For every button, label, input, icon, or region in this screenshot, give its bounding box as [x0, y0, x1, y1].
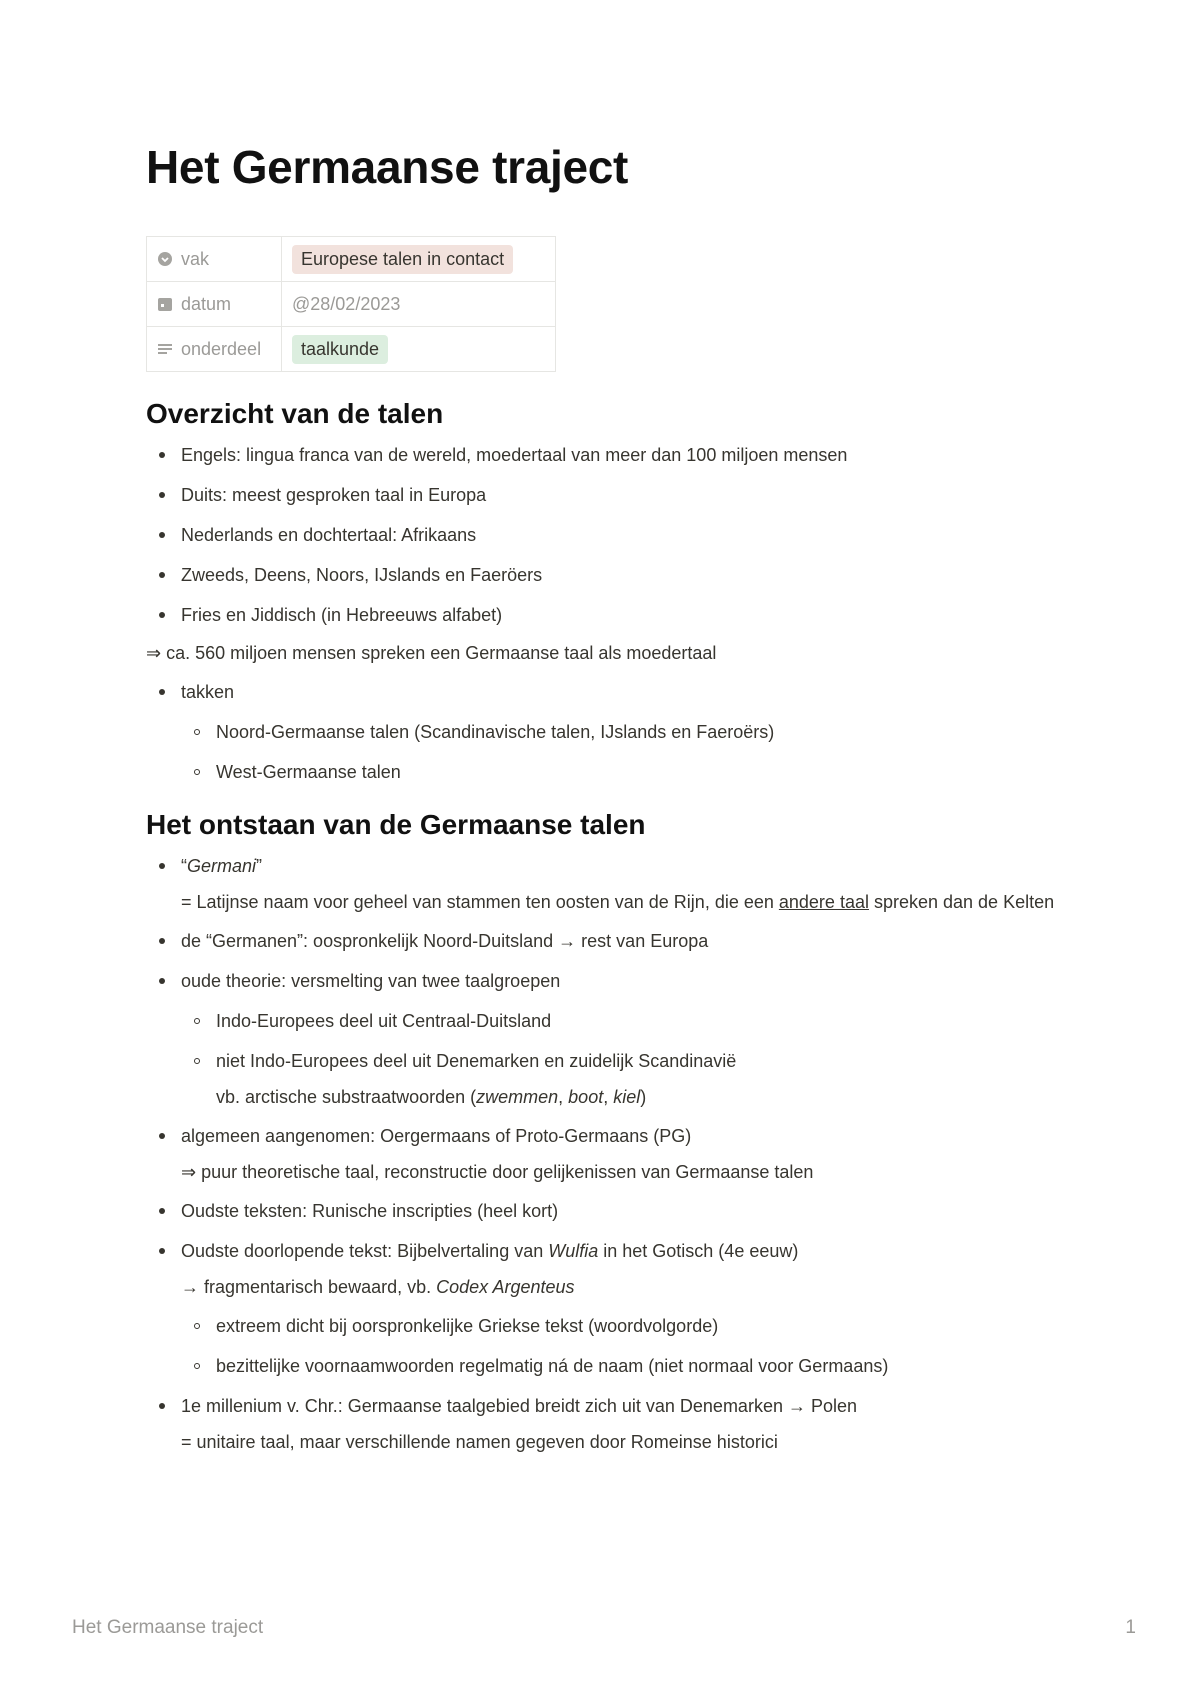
property-row-vak — [147, 237, 556, 282]
list-item: takken — [146, 681, 1066, 703]
list-item: Oudste doorlopende tekst: Bijbelvertaling van Wulfia in het Gotisch (4e eeuw) — [146, 1240, 1066, 1262]
list-item: Engels: lingua franca van de wereld, moedertaal van meer dan 100 miljoen mensen — [146, 444, 1066, 466]
list-item: de “Germanen”: oospronkelijk Noord-Duitsland → rest van Europa — [146, 930, 1066, 952]
property-key: datum — [181, 293, 232, 314]
page-title: Het Germaanse traject — [146, 141, 629, 193]
italic-term: Germani — [187, 856, 257, 876]
section-heading-ontstaan: Het ontstaan van de Germaanse talen — [146, 809, 646, 840]
sub-list-item: Indo-Europees deel uit Centraal-Duitsland — [181, 1010, 1066, 1032]
list-item: Duits: meest gesproken taal in Europa — [146, 484, 1066, 506]
list-item: Nederlands en dochtertaal: Afrikaans — [146, 524, 1066, 546]
property-key: vak — [181, 248, 210, 269]
properties-table — [146, 236, 556, 372]
definition-paragraph: = Latijnse naam voor geheel van stammen ten oosten van de Rijn, die een andere taal spreken dan de Kelten — [181, 892, 1055, 912]
section-heading-overzicht: Overzicht van de talen — [146, 398, 444, 429]
note-paragraph: → fragmentarisch bewaard, vb. Codex Argenteus — [181, 1277, 575, 1297]
text-property-icon — [157, 341, 173, 357]
property-value-tag[interactable]: Europese talen in contact — [292, 245, 513, 274]
footer-title: Het Germaanse traject — [72, 1617, 264, 1638]
property-row-datum — [147, 282, 556, 327]
document-page — [146, 140, 1066, 1470]
list-item: oude theorie: versmelting van twee taalgroepen — [146, 970, 1066, 992]
sub-list-item: West-Germaanse talen — [181, 761, 1066, 783]
note-paragraph: ⇒ ca. 560 miljoen mensen spreken een Germaanse taal als moedertaal — [146, 643, 717, 663]
property-row-onderdeel — [147, 327, 556, 372]
ontstaan-list — [146, 855, 1066, 877]
property-key: onderdeel — [181, 338, 262, 359]
select-property-icon — [157, 251, 173, 267]
list-item: 1e millenium v. Chr.: Germaanse taalgebied breidt zich uit van Denemarken → Polen — [146, 1395, 1066, 1417]
sub-list-item: bezittelijke voornaamwoorden regelmatig ná de naam (niet normaal voor Germaans) — [181, 1355, 1066, 1377]
example-paragraph: vb. arctische substraatwoorden (zwemmen, boot, kiel) — [216, 1087, 647, 1107]
calendar-property-icon — [157, 296, 173, 312]
underlined-text: andere taal — [778, 892, 869, 912]
note-paragraph: = unitaire taal, maar verschillende namen gegeven door Romeinse historici — [181, 1432, 778, 1452]
list-item: Fries en Jiddisch (in Hebreeuws alfabet) — [146, 604, 1066, 626]
list-item-germani: “Germani” — [146, 855, 1066, 877]
talen-list — [146, 444, 1066, 626]
property-value-date[interactable]: @28/02/2023 — [292, 293, 401, 314]
sub-list-item: extreem dicht bij oorspronkelijke Griekse tekst (woordvolgorde) — [181, 1315, 1066, 1337]
property-value-tag[interactable]: taalkunde — [292, 335, 388, 364]
list-item: Zweeds, Deens, Noors, IJslands en Faeröers — [146, 564, 1066, 586]
sub-list-item: niet Indo-Europees deel uit Denemarken en zuidelijk Scandinavië — [181, 1050, 1066, 1072]
page-number: 1 — [1125, 1617, 1136, 1638]
note-paragraph: ⇒ puur theoretische taal, reconstructie door gelijkenissen van Germaanse talen — [181, 1162, 814, 1182]
list-item: algemeen aangenomen: Oergermaans of Proto-Germaans (PG) — [146, 1125, 1066, 1147]
list-item: Oudste teksten: Runische inscripties (heel kort) — [146, 1200, 1066, 1222]
sub-list-item: Noord-Germaanse talen (Scandinavische talen, IJslands en Faeroërs) — [181, 721, 1066, 743]
takken-list — [146, 681, 1066, 783]
page-footer — [72, 1617, 1136, 1639]
